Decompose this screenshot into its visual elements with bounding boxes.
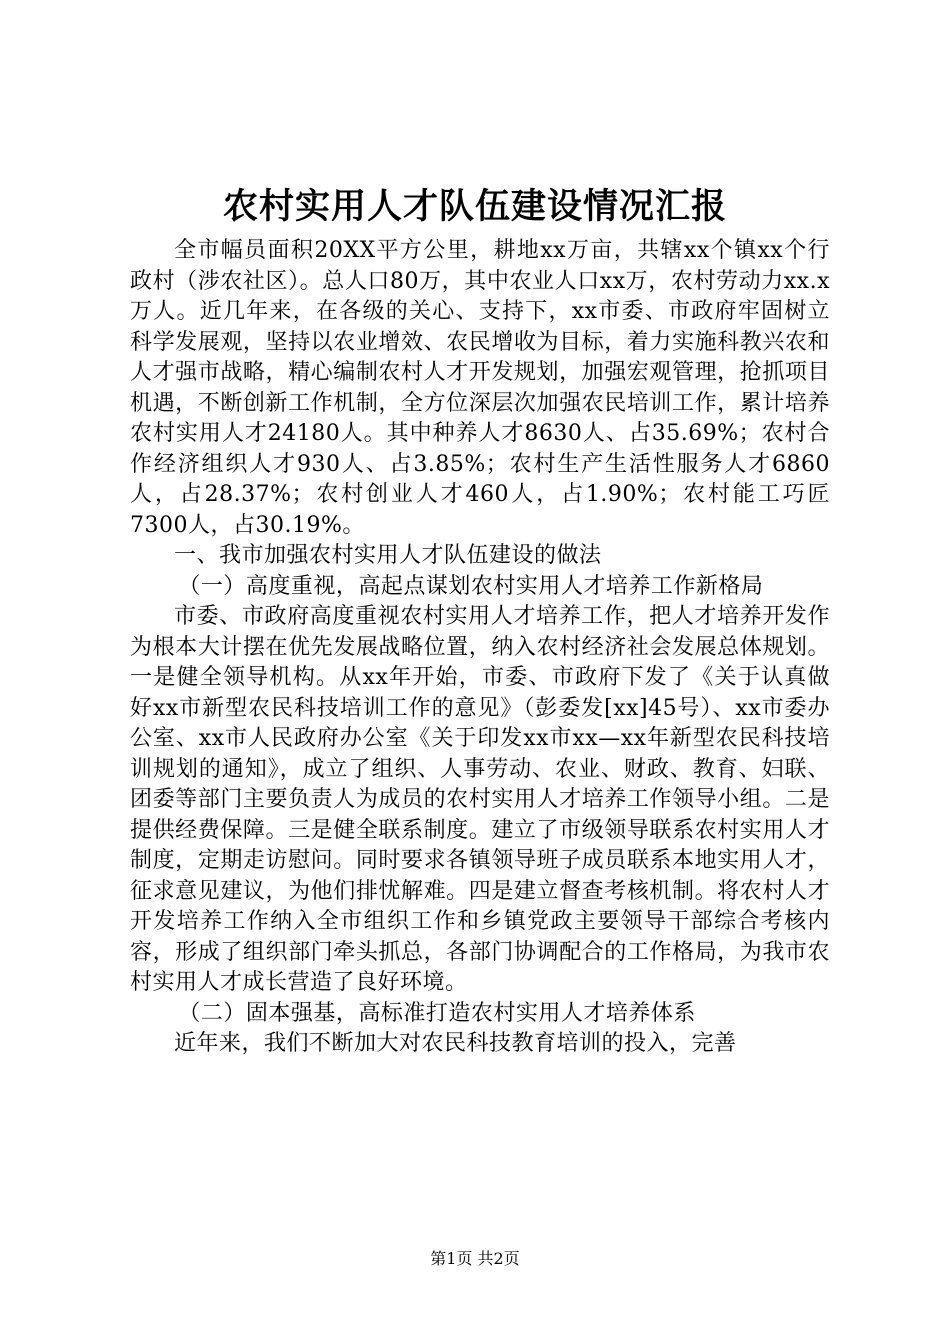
subsection-heading-1: （一）高度重视，高起点谋划农村实用人才培养工作新格局 [178, 573, 764, 599]
section-heading-1: 一、我市加强农村实用人才队伍建设的做法 [174, 543, 602, 568]
paragraph-training-system: 近年来，我们不断加大对农民科技教育培训的投入，完善 [174, 1031, 737, 1056]
document-title: 农村实用人才队伍建设情况汇报 [222, 186, 727, 227]
document-body [130, 236, 830, 1060]
page-footer: 第1页 共2页 [430, 1249, 520, 1268]
paragraph-overview: 全市幅员面积20XX平方公里，耕地xx万亩，共辖xx个镇xx个行政村（涉农社区）。总人口80万，其中农业人口xx万，农村劳动力xx.x万人。近几年来，在各级的关心、支持下，xx市委、市政府牢固树立科学发展观，坚持以农业增效、农民增收为目标，着力实施科教兴农和人才强市战略，精心编制农村人才开发规划，加强宏观管理，抢抓项目机遇，不断创新工作机制，全方位深层次加强农民培训工作，累计培养农村实用人才24180人。其中种养人才8630人、占35.69%；农村合作经济组织人才930人、占3.85%；农村生产生活性服务人才6860人，占28.37%；农村创业人才460人，占1.90%；农村能工巧匠7300人，占30.19%。 [130, 238, 830, 538]
subsection-heading-2: （二）固本强基，高标准打造农村实用人才培养体系 [178, 1000, 696, 1026]
paragraph-leadership: 市委、市政府高度重视农村实用人才培养工作，把人才培养开发作为根本大计摆在优先发展战略位置，纳入农村经济社会发展总体规划。一是健全领导机构。从xx年开始，市委、市政府下发了《关于认真做好xx市新型农民科技培训工作的意见》（彭委发[xx]45号）、xx市委办公室、xx市人民政府办公室《关于印发xx市xx—xx年新型农民科技培训规划的通知》，成立了组织、人事劳动、农业、财政、教育、妇联、团委等部门主要负责人为成员的农村实用人才培养工作领导小组。二是提供经费保障。三是健全联系制度。建立了市级领导联系农村实用人才制度，定期走访慰问。同时要求各镇领导班子成员联系本地实用人才，征求意见建议，为他们排忧解难。四是建立督查考核机制。将农村人才开发培养工作纳入全市组织工作和乡镇党政主要领导干部综合考核内容，形成了组织部门牵头抓总，各部门协调配合的工作格局，为我市农村实用人才成长营造了良好环境。 [130, 604, 830, 995]
